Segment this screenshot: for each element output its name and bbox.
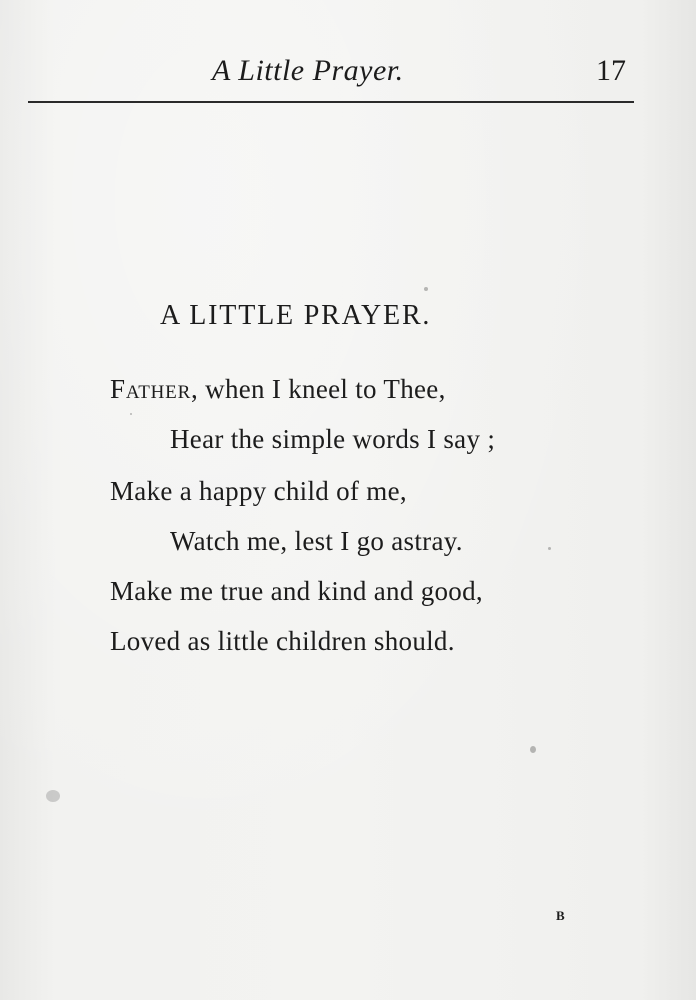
poem-line-1-rest: , when I kneel to Thee, <box>191 374 446 404</box>
header-rule <box>28 101 634 103</box>
poem-line-4: Watch me, lest I go astray. <box>170 526 463 556</box>
page-number: 17 <box>596 54 626 87</box>
paper-speck <box>530 746 536 753</box>
running-head <box>0 50 696 94</box>
signature-mark: B <box>556 908 565 923</box>
poem-line-2: Hear the simple words I say ; <box>170 424 496 454</box>
poem-line-1-lead: Father <box>110 374 192 404</box>
running-head-title: A Little Prayer. <box>212 54 404 87</box>
poem-title: A LITTLE PRAYER. <box>160 300 432 331</box>
poem-line-6: Loved as little children should. <box>110 626 455 656</box>
poem-line-5: Make me true and kind and good, <box>110 576 483 606</box>
paper-speck <box>548 547 551 550</box>
paper-speck <box>130 413 132 415</box>
poem-line-1 <box>110 374 446 405</box>
paper-speck <box>46 790 60 802</box>
paper-speck <box>424 287 428 291</box>
poem-line-3: Make a happy child of me, <box>110 476 407 506</box>
